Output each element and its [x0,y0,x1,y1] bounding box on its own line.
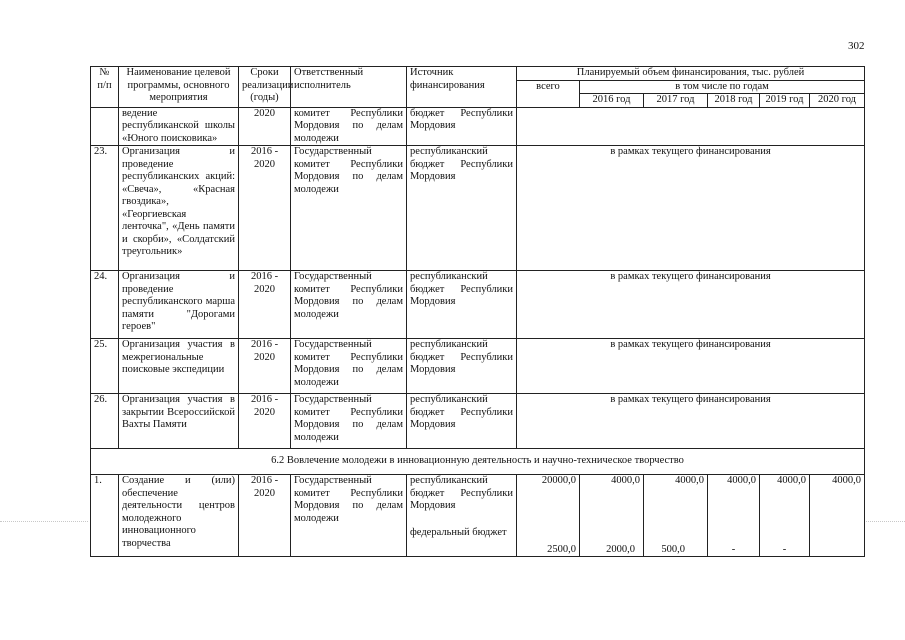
value-republican-2020: 4000,0 [832,475,862,486]
scan-dotted-line [866,521,905,522]
row-terms: 2020 [239,107,291,146]
row-num: 25. [91,339,119,394]
cell-2020 [810,475,865,557]
row-terms: 2016 - 2020 [239,394,291,449]
header-planned-financing: Планируемый объем финансирования, тыс. рублей [517,67,865,81]
row-name: ведение республиканской школы «Юного поисковика» [119,107,239,146]
table-row [91,475,865,557]
row-financing [517,107,865,146]
row-executor: Государственный комитет Республики Мордовия по делам молодежи [291,271,407,339]
row-source [407,475,517,557]
table-row [91,339,865,394]
row-source: республиканский бюджет Республики Мордовия [407,339,517,394]
row-executor: Государственный комитет Республики Мордовия по делам молодежи [291,475,407,557]
cell-2017 [644,475,708,557]
header-source: Источник финансирования [407,67,517,108]
value-federal-2016: 2000,0 [606,543,635,555]
row-executor: комитет Республики Мордовия по делам молодежи [291,107,407,146]
scan-dotted-line [0,521,88,522]
header-name: Наименование целевой программы, основного мероприятия [119,67,239,108]
cell-total [517,475,580,557]
financing-table [90,66,865,557]
row-financing: в рамках текущего финансирования [517,271,865,339]
row-financing: в рамках текущего финансирования [517,394,865,449]
row-name: Организация участия в закрытии Всероссийской Вахты Памяти [119,394,239,449]
row-num: 23. [91,146,119,271]
value-republican-2018: 4000,0 [727,475,756,486]
header-by-years: в том числе по годам [580,80,865,94]
cell-2018 [708,475,760,557]
header-2019: 2019 год [760,94,810,108]
table-row [91,271,865,339]
row-num: 24. [91,271,119,339]
row-executor: Государственный комитет Республики Мордовия по делам молодежи [291,394,407,449]
header-2020: 2020 год [810,94,865,108]
row-financing: в рамках текущего финансирования [517,146,865,271]
header-2018: 2018 год [708,94,760,108]
value-federal-2018: - [731,543,736,555]
row-terms: 2016 - 2020 [239,271,291,339]
table-row [91,146,865,271]
source-republican: республиканский бюджет Республики Мордовия [410,475,513,511]
table-row [91,107,865,146]
row-terms: 2016 - 2020 [239,339,291,394]
source-federal: федеральный бюджет [410,526,507,538]
row-terms: 2016 - 2020 [239,475,291,557]
header-2016: 2016 год [580,94,644,108]
row-source: бюджет Республики Мордовия [407,107,517,146]
row-name: Организация и проведение республиканских акций: «Свеча», «Красная гвоздика», «Георгиевская ленточка", «День памяти и скорби», «Солдатский треугольник» [119,146,239,271]
header-terms: Сроки реализации (годы) [239,67,291,108]
row-num: 1. [91,475,119,557]
header-2017: 2017 год [644,94,708,108]
row-name: Организация и проведение республиканского марша памяти "Дорогами героев" [119,271,239,339]
row-financing: в рамках текущего финансирования [517,339,865,394]
cell-2016 [580,475,644,557]
row-terms: 2016 - 2020 [239,146,291,271]
page-number: 302 [848,40,865,52]
row-num: 26. [91,394,119,449]
cell-2019 [760,475,810,557]
table-row [91,394,865,449]
value-republican-total: 20000,0 [541,475,576,486]
row-source: республиканский бюджет Республики Мордовия [407,146,517,271]
section-row [91,449,865,475]
value-federal-2019: - [782,543,787,555]
row-source: республиканский бюджет Республики Мордовия [407,394,517,449]
header-total: всего [517,80,580,107]
row-name: Организация участия в межрегиональные поисковые экспедиции [119,339,239,394]
row-source: республиканский бюджет Республики Мордовия [407,271,517,339]
value-federal-2017: 500,0 [661,543,685,555]
value-federal-total: 2500,0 [547,543,576,555]
row-executor: Государственный комитет Республики Мордовия по делам молодежи [291,146,407,271]
header-row-1 [91,67,865,81]
header-num: № п/п [91,67,119,108]
section-title: 6.2 Вовлечение молодежи в инновационную деятельность и научно-техническое творчество [91,449,865,475]
row-num [91,107,119,146]
header-executor: Ответственный исполнитель [291,67,407,108]
value-republican-2019: 4000,0 [777,475,806,486]
row-executor: Государственный комитет Республики Мордовия по делам молодежи [291,339,407,394]
row-name: Создание и (или) обеспечение деятельности центров молодежного инновационного творчества [119,475,239,557]
value-republican-2017: 4000,0 [675,475,704,486]
value-republican-2016: 4000,0 [611,475,640,486]
